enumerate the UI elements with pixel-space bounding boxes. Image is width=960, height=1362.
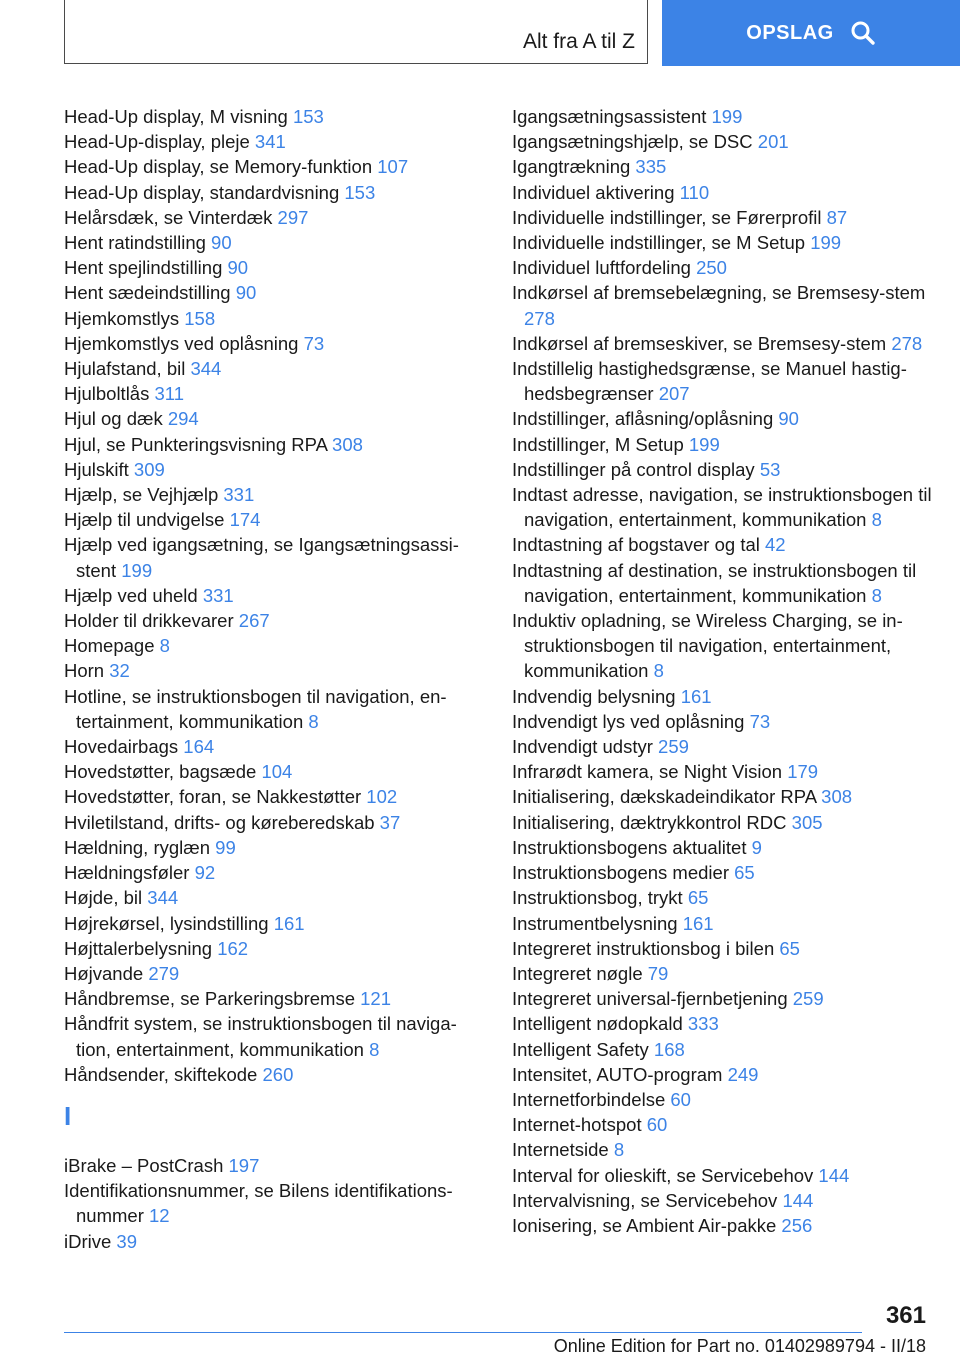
index-term: Interval for olieskift, se Servicebehov xyxy=(512,1164,819,1186)
index-entry xyxy=(64,406,484,431)
index-term: Hjul og dæk xyxy=(64,408,168,430)
index-entry xyxy=(64,230,484,255)
page-reference-link[interactable]: 333 xyxy=(687,1013,719,1035)
page-reference-link[interactable]: 121 xyxy=(360,988,392,1010)
page-reference-link[interactable]: 311 xyxy=(154,383,184,405)
index-term: Internet-hotspot xyxy=(512,1114,647,1136)
index-term: Head-Up display, M visning xyxy=(64,106,293,127)
index-term: Identifikationsnummer, se Bilens identifikations‐nummer xyxy=(64,1180,453,1227)
index-term: Hjælp, se Vejhjælp xyxy=(64,484,224,506)
index-term: Hjælp ved igangsætning, se Igangsætningsassi‐stent xyxy=(64,534,459,581)
index-term: iDrive xyxy=(64,1230,117,1252)
page-reference-link[interactable]: 162 xyxy=(217,937,249,959)
page-reference-link[interactable]: 199 xyxy=(810,232,842,254)
index-entry xyxy=(512,1037,932,1062)
index-entry xyxy=(512,129,932,154)
page-reference-link[interactable]: 259 xyxy=(792,988,824,1010)
page-reference-link[interactable]: 8 xyxy=(159,635,170,657)
index-list-i-start xyxy=(64,1153,484,1254)
index-entry xyxy=(512,860,932,885)
index-term: Hotline, se instruktionsbogen til navigation, en‐tertainment, kommunikation xyxy=(64,685,447,732)
header-tab xyxy=(64,0,648,64)
page-reference-link[interactable]: 8 xyxy=(369,1038,380,1060)
index-entry xyxy=(512,961,932,986)
page-reference-link[interactable]: 259 xyxy=(658,736,689,758)
index-entry xyxy=(64,255,484,280)
index-entry xyxy=(512,1112,932,1137)
page-reference-link[interactable]: 144 xyxy=(818,1164,850,1186)
index-entry xyxy=(64,1153,484,1178)
index-term: Homepage xyxy=(64,635,160,657)
index-entry xyxy=(64,911,484,936)
page-reference-link[interactable]: 39 xyxy=(116,1230,137,1252)
index-term: Hovedairbags xyxy=(64,736,184,758)
index-term: Integreret instruktionsbog i bilen xyxy=(512,937,780,959)
page-reference-link[interactable]: 250 xyxy=(696,257,727,279)
page-reference-link[interactable]: 8 xyxy=(613,1139,625,1161)
index-term: Hjælp til undvigelse xyxy=(64,509,230,531)
index-entry xyxy=(64,129,484,154)
index-term: Individuelle indstillinger, se M Setup xyxy=(512,232,811,254)
index-term: Igangsætningshjælp, se DSC xyxy=(512,131,758,153)
index-entry xyxy=(512,457,932,482)
index-entry xyxy=(64,306,484,331)
page-reference-link[interactable]: 168 xyxy=(653,1038,685,1060)
page-reference-link[interactable]: 110 xyxy=(679,181,710,203)
index-entry xyxy=(64,1178,484,1228)
index-entry xyxy=(64,835,484,860)
page-reference-link[interactable]: 144 xyxy=(782,1189,814,1211)
index-entry xyxy=(64,280,484,305)
page-reference-link[interactable]: 267 xyxy=(238,610,270,632)
page-reference-link[interactable]: 305 xyxy=(791,811,823,833)
index-entry xyxy=(512,406,932,431)
footer-edition-text: Online Edition for Part no. 01402989794 - II/18 xyxy=(553,1336,926,1356)
page-reference-link[interactable]: 308 xyxy=(821,786,853,808)
index-entry xyxy=(512,558,932,608)
index-term: Intervalvisning, se Servicebehov xyxy=(512,1189,783,1211)
index-entry xyxy=(512,280,932,330)
index-entry xyxy=(64,104,484,129)
index-term: Initialisering, dæktrykkontrol RDC xyxy=(512,811,792,833)
index-entry xyxy=(512,936,932,961)
index-term: Indstillinger, M Setup xyxy=(512,433,689,455)
page-reference-link[interactable]: 256 xyxy=(781,1214,813,1236)
index-term: Højttalerbelysning xyxy=(64,937,218,959)
index-column-left xyxy=(64,104,484,1254)
index-term: Hjælp ved uheld xyxy=(64,584,203,606)
page-reference-link[interactable]: 90 xyxy=(227,257,249,279)
index-term: Hovedstøtter, foran, se Nakkestøtter xyxy=(64,786,367,808)
index-term: Hent spejlindstilling xyxy=(64,257,228,279)
section-title: Alt fra A til Z xyxy=(522,30,635,53)
index-term: Håndbremse, se Parkeringsbremse xyxy=(64,988,361,1010)
index-entry xyxy=(512,608,932,684)
index-term: Instruktionsbogens medier xyxy=(512,862,735,884)
page-reference-link[interactable]: 331 xyxy=(223,484,255,506)
page-reference-link[interactable]: 158 xyxy=(184,307,216,329)
page-reference-link[interactable]: 199 xyxy=(688,433,720,455)
index-entry xyxy=(64,936,484,961)
page-reference-link[interactable]: 344 xyxy=(147,887,179,909)
index-entry xyxy=(64,1062,484,1087)
index-term: Intelligent nødopkald xyxy=(512,1013,688,1035)
index-entry xyxy=(512,230,932,255)
index-entry xyxy=(512,255,932,280)
index-entry xyxy=(64,482,484,507)
index-list-i xyxy=(512,104,932,1238)
index-term: Ionisering, se Ambient Air-pakke xyxy=(512,1214,782,1236)
page-reference-link[interactable]: 199 xyxy=(711,106,743,127)
index-term: Hjemkomstlys ved oplåsning xyxy=(64,332,304,354)
index-term: Infrarødt kamera, se Night Vision xyxy=(512,761,788,783)
index-term: Hældning, ryglæn xyxy=(64,836,216,858)
index-term: iBrake – PostCrash xyxy=(64,1154,229,1176)
page-reference-link[interactable]: 42 xyxy=(765,534,786,556)
opslag-button[interactable] xyxy=(662,0,960,66)
index-term: Højde, bil xyxy=(64,887,148,909)
page-reference-link[interactable]: 65 xyxy=(687,887,709,909)
page-reference-link[interactable]: 278 xyxy=(524,307,555,329)
index-term: Intensitet, AUTO-program xyxy=(512,1063,728,1085)
section-letter-heading: I xyxy=(64,1100,72,1131)
page-reference-link[interactable]: 249 xyxy=(727,1063,759,1085)
index-term: Hent ratindstilling xyxy=(64,232,212,254)
opslag-label: OPSLAG xyxy=(746,21,834,44)
page-reference-link[interactable]: 164 xyxy=(183,736,215,758)
index-term: Head-Up display, se Memory-funktion xyxy=(64,156,378,178)
page-reference-link[interactable]: 179 xyxy=(787,761,819,783)
page-reference-link[interactable]: 73 xyxy=(749,710,771,732)
page-reference-link[interactable]: 90 xyxy=(211,232,232,254)
page-reference-link[interactable]: 12 xyxy=(149,1205,170,1227)
page-reference-link[interactable]: 201 xyxy=(757,131,789,153)
search-icon xyxy=(850,20,876,46)
index-entry xyxy=(64,759,484,784)
index-list-h xyxy=(64,104,484,1087)
index-entry xyxy=(64,1011,484,1061)
page-reference-link[interactable]: 60 xyxy=(646,1114,668,1136)
page-reference-link[interactable]: 32 xyxy=(109,660,130,682)
index-term: Hældningsføler xyxy=(64,862,195,884)
index-entry xyxy=(512,734,932,759)
index-term: Hjulskift xyxy=(64,458,134,480)
page-reference-link[interactable]: 53 xyxy=(759,458,781,480)
index-entry xyxy=(64,154,484,179)
page-reference-link[interactable]: 278 xyxy=(891,332,923,354)
index-entry xyxy=(512,684,932,709)
index-entry xyxy=(64,331,484,356)
index-entry xyxy=(64,381,484,406)
page-reference-link[interactable]: 308 xyxy=(332,433,363,455)
page-reference-link[interactable]: 297 xyxy=(277,206,309,228)
page-number: 361 xyxy=(885,1302,926,1329)
index-entry xyxy=(64,633,484,658)
index-term: Indtast adresse, navigation, se instruktionsbogen til navigation, entertainment, kommunikation xyxy=(512,484,932,531)
index-term: Integreret nøgle xyxy=(512,962,648,984)
page-reference-link[interactable]: 79 xyxy=(647,962,669,984)
index-entry xyxy=(512,1011,932,1036)
page-reference-link[interactable]: 8 xyxy=(871,584,882,606)
page-reference-link[interactable]: 260 xyxy=(262,1063,294,1085)
index-term: Højvande xyxy=(64,962,149,984)
index-term: Højrekørsel, lysindstilling xyxy=(64,912,274,934)
index-entry xyxy=(64,457,484,482)
index-term: Helårsdæk, se Vinterdæk xyxy=(64,206,278,228)
index-term: Igangtrækning xyxy=(512,156,636,178)
page-reference-link[interactable]: 161 xyxy=(682,912,714,934)
index-term: Indtastning af bogstaver og tal xyxy=(512,534,766,556)
page-reference-link[interactable]: 104 xyxy=(261,761,293,783)
index-entry xyxy=(64,432,484,457)
index-entry xyxy=(512,180,932,205)
page-reference-link[interactable]: 344 xyxy=(190,358,222,380)
index-term: Indvendig belysning xyxy=(512,685,681,707)
index-term: Horn xyxy=(64,660,110,682)
index-entry xyxy=(64,961,484,986)
index-entry xyxy=(512,154,932,179)
index-term: Head-Up-display, pleje xyxy=(64,131,255,153)
footer-divider xyxy=(64,1332,862,1333)
index-entry xyxy=(512,709,932,734)
page-reference-link[interactable]: 65 xyxy=(779,937,800,959)
page-reference-link[interactable]: 153 xyxy=(344,181,376,203)
index-entry xyxy=(64,205,484,230)
index-entry xyxy=(512,885,932,910)
index-term: Igangsætningsassistent xyxy=(512,106,712,127)
index-term: Indstillinger, aflåsning/oplåsning xyxy=(512,408,779,430)
index-entry xyxy=(512,1137,932,1162)
page-reference-link[interactable]: 279 xyxy=(148,962,180,984)
page-reference-link[interactable]: 90 xyxy=(778,408,799,430)
index-term: Hovedstøtter, bagsæde xyxy=(64,761,262,783)
index-term: Holder til drikkevarer xyxy=(64,610,239,632)
index-entry xyxy=(512,356,932,406)
index-entry xyxy=(64,986,484,1011)
index-term: Individuel aktivering xyxy=(512,181,680,203)
index-entry xyxy=(512,835,932,860)
page-reference-link[interactable]: 294 xyxy=(167,408,199,430)
page-reference-link[interactable]: 8 xyxy=(871,509,882,531)
index-entry xyxy=(512,1087,932,1112)
index-term: Instrumentbelysning xyxy=(512,912,683,934)
page-reference-link[interactable]: 90 xyxy=(235,282,257,304)
index-entry xyxy=(512,331,932,356)
index-entry xyxy=(64,583,484,608)
page-reference-link[interactable]: 335 xyxy=(635,156,667,178)
index-entry xyxy=(64,734,484,759)
page-reference-link[interactable]: 207 xyxy=(658,383,690,405)
index-term: Hjulafstand, bil xyxy=(64,358,191,380)
page-reference-link[interactable]: 99 xyxy=(215,836,236,858)
page-reference-link[interactable]: 102 xyxy=(366,786,398,808)
index-entry xyxy=(512,104,932,129)
index-term: Hent sædeindstilling xyxy=(64,282,236,304)
page-reference-link[interactable]: 65 xyxy=(734,862,755,884)
index-term: Initialisering, dækskadeindikator RPA xyxy=(512,786,822,808)
index-entry xyxy=(512,784,932,809)
index-entry xyxy=(512,1188,932,1213)
index-entry xyxy=(512,532,932,557)
index-term: Hjemkomstlys xyxy=(64,307,185,329)
page-reference-link[interactable]: 73 xyxy=(303,332,325,354)
index-entry xyxy=(512,810,932,835)
index-entry xyxy=(512,759,932,784)
index-term: Head-Up display, standardvisning xyxy=(64,181,345,203)
page-reference-link[interactable]: 174 xyxy=(229,509,261,531)
index-entry xyxy=(512,911,932,936)
page-reference-link[interactable]: 331 xyxy=(202,584,234,606)
page-reference-link[interactable]: 161 xyxy=(680,685,712,707)
index-term: Induktiv opladning, se Wireless Charging, se in‐struktionsbogen til navigation, entertainment, kommunikation xyxy=(512,610,903,682)
index-entry xyxy=(64,180,484,205)
index-term: Integreret universal-fjernbetjening xyxy=(512,988,793,1010)
index-entry xyxy=(64,658,484,683)
index-term: Indstillelig hastighedsgrænse, se Manuel hastig‐hedsbegrænser xyxy=(512,358,907,405)
page-reference-link[interactable]: 60 xyxy=(670,1088,691,1110)
index-term: Instruktionsbogens aktualitet xyxy=(512,836,752,858)
page-reference-link[interactable]: 8 xyxy=(653,660,664,682)
page-reference-link[interactable]: 161 xyxy=(273,912,305,934)
index-entry xyxy=(512,1213,932,1238)
page-reference-link[interactable]: 9 xyxy=(751,836,762,858)
index-entry xyxy=(512,205,932,230)
index-term: Hviletilstand, drifts- og køreberedskab xyxy=(64,811,380,833)
index-entry xyxy=(64,608,484,633)
page-reference-link[interactable]: 199 xyxy=(121,559,153,581)
index-entry xyxy=(64,532,484,582)
index-entry xyxy=(512,1062,932,1087)
index-entry xyxy=(512,1163,932,1188)
index-term: Individuel luftfordeling xyxy=(512,257,697,279)
index-entry xyxy=(64,860,484,885)
page-reference-link[interactable]: 107 xyxy=(377,156,409,178)
index-term: Håndsender, skiftekode xyxy=(64,1063,263,1085)
index-term: Indtastning af destination, se instruktionsbogen til navigation, entertainment, kommunikation xyxy=(512,559,917,606)
index-term: Indvendigt udstyr xyxy=(512,736,659,758)
index-entry xyxy=(64,507,484,532)
index-term: Indkørsel af bremsebelægning, se Bremsesy‐stem xyxy=(512,282,926,304)
index-term: Indkørsel af bremseskiver, se Bremsesy‐stem xyxy=(512,332,892,354)
index-term: Indvendigt lys ved oplåsning xyxy=(512,710,750,732)
index-term: Håndfrit system, se instruktionsbogen til naviga‐tion, entertainment, kommunikation xyxy=(64,1013,457,1060)
index-entry xyxy=(64,810,484,835)
index-term: Indstillinger på control display xyxy=(512,458,760,480)
page-reference-link[interactable]: 341 xyxy=(254,131,286,153)
index-term: Instruktionsbog, trykt xyxy=(512,887,688,909)
index-entry xyxy=(64,1229,484,1254)
page-reference-link[interactable]: 309 xyxy=(133,458,165,480)
page-reference-link[interactable]: 92 xyxy=(194,862,216,884)
index-term: Internetforbindelse xyxy=(512,1088,671,1110)
index-term: Hjulboltlås xyxy=(64,383,155,405)
index-entry xyxy=(512,482,932,532)
page-reference-link[interactable]: 37 xyxy=(379,811,401,833)
index-term: Hjul, se Punkteringsvisning RPA xyxy=(64,433,333,455)
page-reference-link[interactable]: 8 xyxy=(308,710,319,732)
index-entry xyxy=(64,885,484,910)
page-reference-link[interactable]: 87 xyxy=(826,206,848,228)
index-entry xyxy=(512,986,932,1011)
index-term: Intelligent Safety xyxy=(512,1038,654,1060)
index-entry xyxy=(512,432,932,457)
page-reference-link[interactable]: 197 xyxy=(228,1154,260,1176)
index-entry xyxy=(64,684,484,734)
index-entry xyxy=(64,784,484,809)
index-column-right xyxy=(512,104,932,1238)
index-entry xyxy=(64,356,484,381)
index-term: Internetside xyxy=(512,1139,614,1161)
index-term: Individuelle indstillinger, se Førerprofil xyxy=(512,206,827,228)
page-reference-link[interactable]: 153 xyxy=(292,106,324,127)
